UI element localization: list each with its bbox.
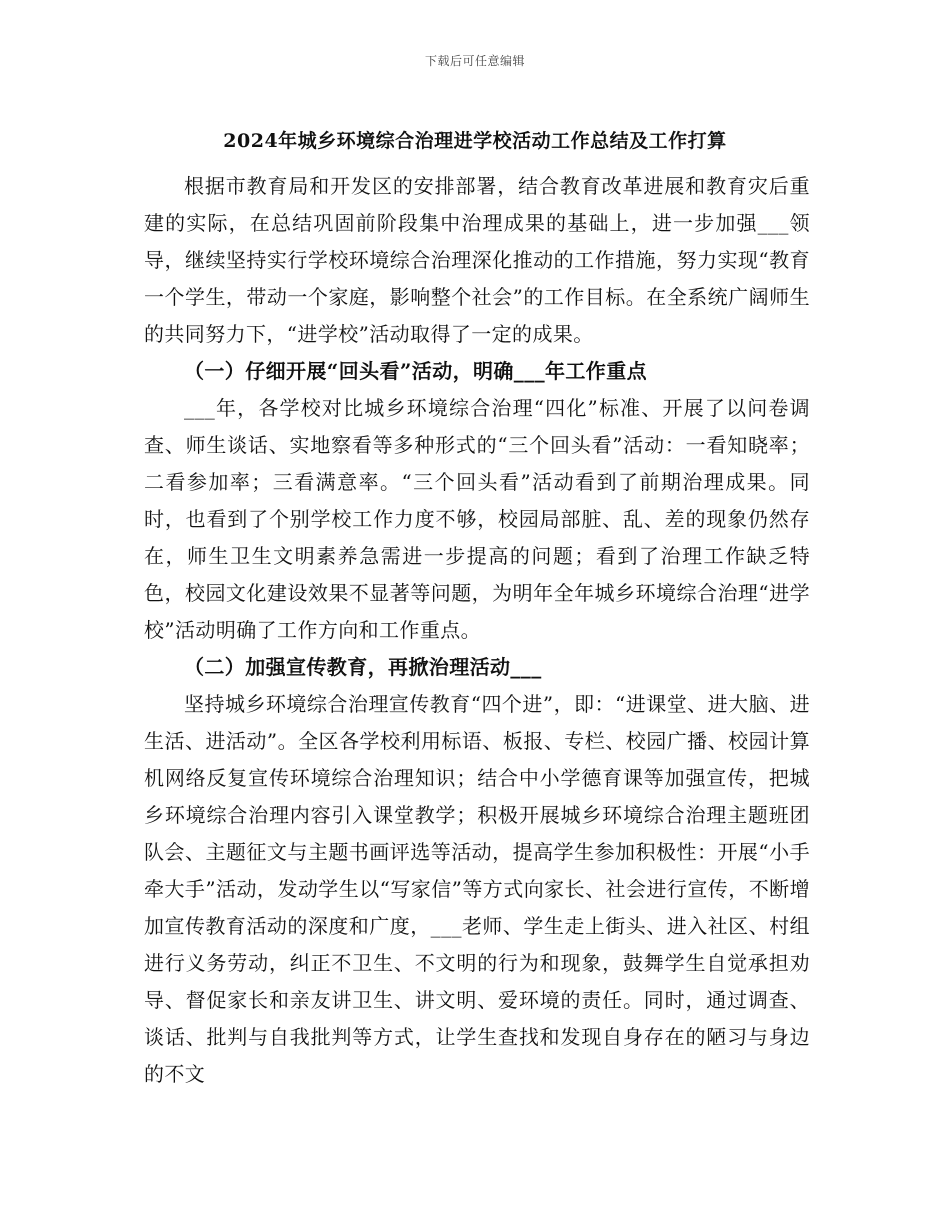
document-title: 2024年城乡环境综合治理进学校活动工作总结及工作打算 <box>223 130 727 152</box>
section-2-paragraph: 坚持城乡环境综合治理宣传教育“四个进”，即：“进课堂、进大脑、进生活、进活动”。全区各学校利用标语、板报、专栏、校园广播、校园计算机网络反复宣传环境综合治理知识；结合中小学德育课等加强宣传，把城乡环境综合治理内容引入课堂教学；积极开展城乡环境综合治理主题班团队会、主题征文与主题书画评选等活动，提高学生参加积极性：开展“小手牵大手”活动，发动学生以“写家信”等方式向家长、社会进行宣传，不断增加宣传教育活动的深度和广度，___老师、学生走上街头、进入社区、村组进行义务劳动，纠正不卫生、不文明的行为和现象，鼓舞学生自觉承担劝导、督促家长和亲友讲卫生、讲文明、爱环境的责任。同时，通过调查、谈话、批判与自我批判等方式，让学生查找和发现自身存在的陋习与身边的不文 <box>144 692 810 1086</box>
download-note: 下载后可任意编辑 <box>424 54 525 68</box>
document-body <box>144 168 810 1093</box>
section-1-heading: （一）仔细开展“回头看”活动，明确___年工作重点 <box>184 359 648 383</box>
intro-paragraph: 根据市教育局和开发区的安排部署，结合教育改革进展和教育灾后重建的实际，在总结巩固前阶段集中治理成果的基础上，进一步加强___领导，继续坚持实行学校环境综合治理深化推动的工作措施，努力实现“教育一个学生，带动一个家庭，影响整个社会”的工作目标。在全系统广阔师生的共同努力下，“进学校”活动取得了一定的成果。 <box>144 174 810 346</box>
section-2-heading: （二）加强宣传教育，再掀治理活动___ <box>184 655 542 679</box>
section-1-paragraph: ___年，各学校对比城乡环境综合治理“四化”标准、开展了以问卷调查、师生谈话、实地察看等多种形式的“三个回头看”活动：一看知晓率；二看参加率；三看满意率。“三个回头看”活动看到了前期治理成果。同时，也看到了个别学校工作力度不够，校园局部脏、乱、差的现象仍然存在，师生卫生文明素养急需进一步提高的问题；看到了治理工作缺乏特色，校园文化建设效果不显著等问题，为明年全年城乡环境综合治理“进学校”活动明确了工作方向和工作重点。 <box>144 396 810 642</box>
